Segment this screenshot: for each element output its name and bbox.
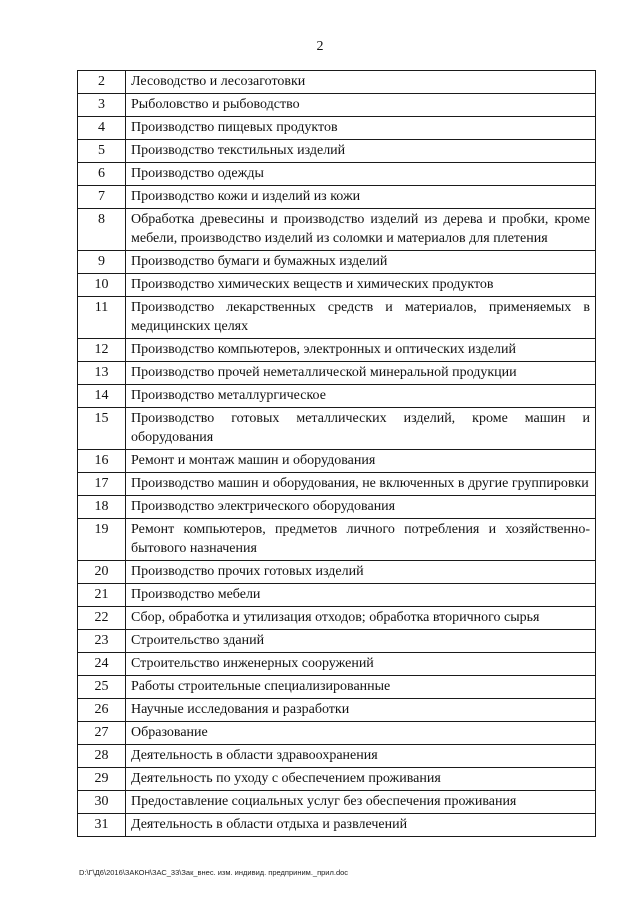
row-number: 16	[78, 450, 126, 473]
table-row	[78, 450, 596, 473]
activity-name: Производство лекарственных средств и материалов, применяемых в медицинских целях	[126, 297, 596, 339]
activity-name: Производство химических веществ и химических продуктов	[126, 274, 596, 297]
row-number: 9	[78, 251, 126, 274]
activity-name: Деятельность по уходу с обеспечением проживания	[126, 768, 596, 791]
activity-name: Сбор, обработка и утилизация отходов; обработка вторичного сырья	[126, 607, 596, 630]
activity-name: Работы строительные специализированные	[126, 676, 596, 699]
table-row	[78, 745, 596, 768]
table-row	[78, 274, 596, 297]
activity-name: Производство одежды	[126, 163, 596, 186]
row-number: 4	[78, 117, 126, 140]
row-number: 23	[78, 630, 126, 653]
table-row	[78, 607, 596, 630]
activities-table	[77, 70, 596, 837]
row-number: 21	[78, 584, 126, 607]
table-row	[78, 473, 596, 496]
activity-name: Производство машин и оборудования, не включенных в другие группировки	[126, 473, 596, 496]
row-number: 11	[78, 297, 126, 339]
activity-name: Производство компьютеров, электронных и оптических изделий	[126, 339, 596, 362]
table-row	[78, 186, 596, 209]
activity-name: Ремонт и монтаж машин и оборудования	[126, 450, 596, 473]
activity-name: Производство кожи и изделий из кожи	[126, 186, 596, 209]
activity-name: Обработка древесины и производство изделий из дерева и пробки, кроме мебели, производство изделий из соломки и материалов для плетения	[126, 209, 596, 251]
footer-file-path: D:\Г\Д6\2016\ЗАКОН\ЗАС_33\Зак_внес. изм. индивид. предприним._прил.doc	[79, 868, 349, 877]
activity-name: Рыболовство и рыбоводство	[126, 94, 596, 117]
table-row	[78, 653, 596, 676]
row-number: 29	[78, 768, 126, 791]
row-number: 19	[78, 519, 126, 561]
table-row	[78, 814, 596, 837]
row-number: 26	[78, 699, 126, 722]
table-row	[78, 71, 596, 94]
row-number: 12	[78, 339, 126, 362]
activity-name: Ремонт компьютеров, предметов личного потребления и хозяйственно-бытового назначения	[126, 519, 596, 561]
row-number: 13	[78, 362, 126, 385]
table-row	[78, 163, 596, 186]
table-row	[78, 584, 596, 607]
table-row	[78, 768, 596, 791]
activity-name: Научные исследования и разработки	[126, 699, 596, 722]
table-row	[78, 408, 596, 450]
row-number: 31	[78, 814, 126, 837]
activity-name: Производство прочей неметаллической минеральной продукции	[126, 362, 596, 385]
activity-name: Лесоводство и лесозаготовки	[126, 71, 596, 94]
row-number: 24	[78, 653, 126, 676]
table-row	[78, 297, 596, 339]
activity-name: Производство прочих готовых изделий	[126, 561, 596, 584]
activity-name: Производство текстильных изделий	[126, 140, 596, 163]
table-row	[78, 362, 596, 385]
table-row	[78, 561, 596, 584]
table-row	[78, 676, 596, 699]
row-number: 30	[78, 791, 126, 814]
row-number: 20	[78, 561, 126, 584]
table-row	[78, 630, 596, 653]
row-number: 22	[78, 607, 126, 630]
row-number: 3	[78, 94, 126, 117]
table-row	[78, 140, 596, 163]
table-row	[78, 94, 596, 117]
activities-table-body	[78, 71, 596, 837]
row-number: 17	[78, 473, 126, 496]
table-row	[78, 385, 596, 408]
activity-name: Деятельность в области отдыха и развлечений	[126, 814, 596, 837]
table-row	[78, 209, 596, 251]
row-number: 5	[78, 140, 126, 163]
row-number: 27	[78, 722, 126, 745]
row-number: 18	[78, 496, 126, 519]
row-number: 6	[78, 163, 126, 186]
row-number: 28	[78, 745, 126, 768]
row-number: 8	[78, 209, 126, 251]
row-number: 10	[78, 274, 126, 297]
page-number: 2	[316, 39, 324, 54]
activity-name: Строительство инженерных сооружений	[126, 653, 596, 676]
table-row	[78, 699, 596, 722]
activity-name: Производство бумаги и бумажных изделий	[126, 251, 596, 274]
row-number: 25	[78, 676, 126, 699]
row-number: 2	[78, 71, 126, 94]
activity-name: Производство пищевых продуктов	[126, 117, 596, 140]
table-row	[78, 339, 596, 362]
activity-name: Деятельность в области здравоохранения	[126, 745, 596, 768]
row-number: 7	[78, 186, 126, 209]
activity-name: Строительство зданий	[126, 630, 596, 653]
row-number: 15	[78, 408, 126, 450]
activity-name: Производство мебели	[126, 584, 596, 607]
table-row	[78, 722, 596, 745]
table-row	[78, 117, 596, 140]
table-row	[78, 519, 596, 561]
activity-name: Производство электрического оборудования	[126, 496, 596, 519]
activity-name: Предоставление социальных услуг без обеспечения проживания	[126, 791, 596, 814]
table-row	[78, 496, 596, 519]
table-row	[78, 791, 596, 814]
activity-name: Производство металлургическое	[126, 385, 596, 408]
row-number: 14	[78, 385, 126, 408]
activity-name: Производство готовых металлических изделий, кроме машин и оборудования	[126, 408, 596, 450]
activity-name: Образование	[126, 722, 596, 745]
table-row	[78, 251, 596, 274]
